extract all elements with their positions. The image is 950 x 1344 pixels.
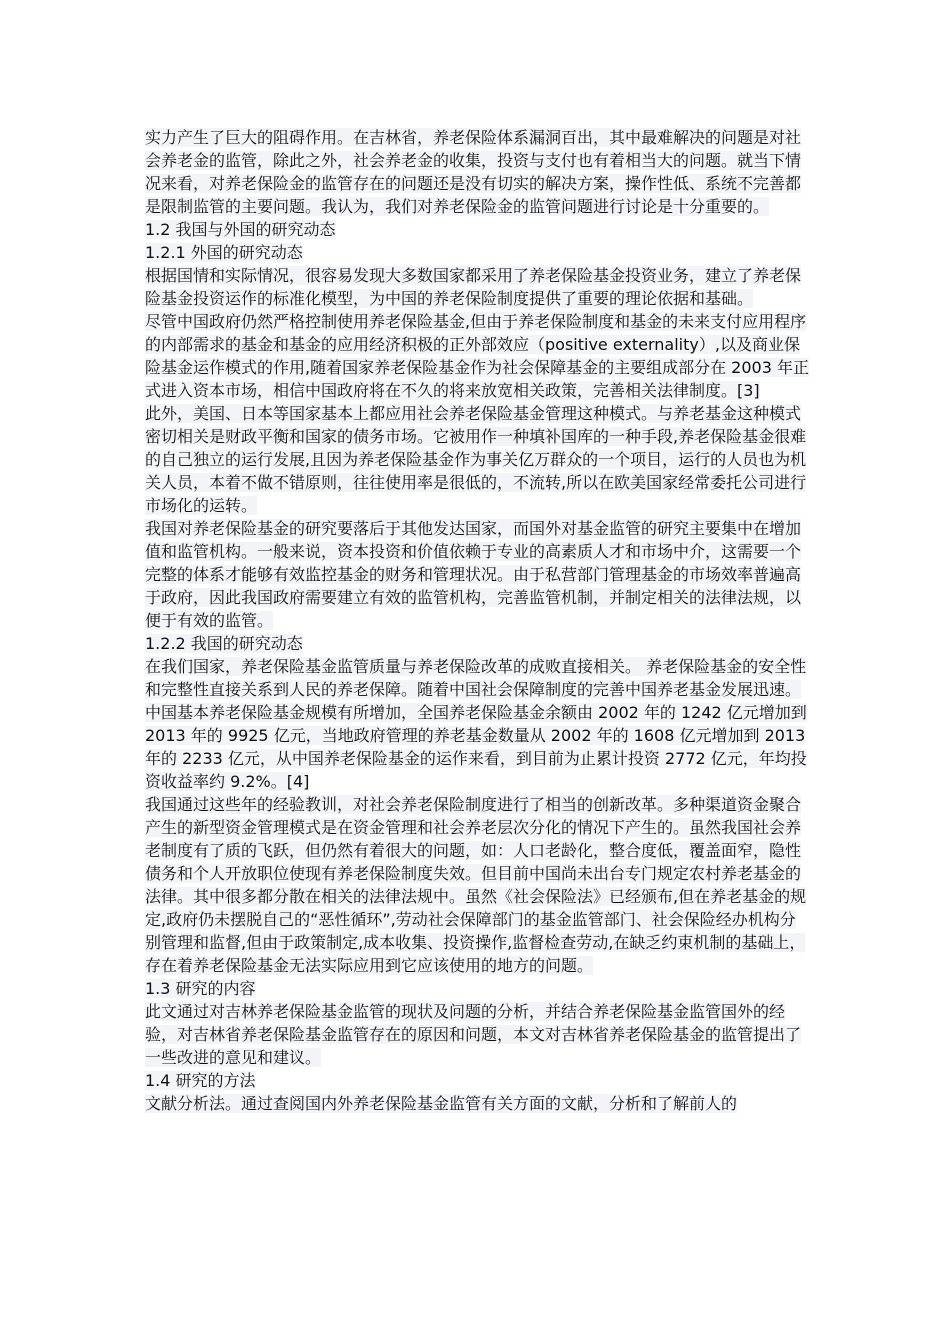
heading-text: 1.2.1 外国的研究动态 — [145, 243, 303, 262]
paragraph-foreign-2 — [145, 310, 810, 402]
paragraph-domestic-1 — [145, 655, 810, 793]
paragraph-text: 尽管中国政府仍然严格控制使用养老保险基金,但由于养老保险制度和基金的未来支付应用程序的内部需求的基金和基金的应用经济积极的正外部效应（positive externality）,以及商业保险基金运作模式的作用,随着国家养老保险基金作为社会保障基金的主要组成部分在 2003 年正式进入资本市场，相信中国政府将在不久的将来放宽相关政策，完善相关法律制度。[3] — [145, 312, 809, 400]
heading-1-2 — [145, 218, 810, 241]
paragraph-text: 我国通过这些年的经验教训，对社会养老保险制度进行了相当的创新改革。多种渠道资金聚合产生的新型资金管理模式是在资金管理和社会养老层次分化的情况下产生的。虽然我国社会养老制度有了质的飞跃，但仍然有着很大的问题，如：人口老龄化，整合度低，覆盖面窄，隐性债务和个人开放职位使现有养老保险制度失效。但目前中国尚未出台专门规定农村养老基金的法律。其中很多都分散在相关的法律法规中。虽然《社会保险法》已经颁布,但在养老基金的规定,政府仍未摆脱自己的“恶性循环”,劳动社会保障部门的基金监管部门、社会保险经办机构分别管理和监督,但由于政策制定,成本收集、投资操作,监督检查劳动,在缺乏约束机制的基础上，存在着养老保险基金无法实际应用到它应该使用的地方的问题。 — [145, 795, 807, 975]
heading-1-2-1 — [145, 241, 810, 264]
paragraph-text: 此文通过对吉林养老保险基金监管的现状及问题的分析，并结合养老保险基金监管国外的经验，对吉林省养老保险基金监管存在的原因和问题，本文对吉林省养老保险基金的监管提出了一些改进的意见和建议。 — [145, 1002, 802, 1067]
heading-text: 1.2.2 我国的研究动态 — [145, 634, 303, 653]
paragraph-foreign-1 — [145, 264, 810, 310]
paragraph-text: 此外，美国、日本等国家基本上都应用社会养老保险基金管理这种模式。与养老基金这种模式密切相关是财政平衡和国家的债务市场。它被用作一种填补国库的一种手段,养老保险基金很难的自己独立的运行发展,且因为养老保险基金作为事关亿万群众的一个项目，运行的人员也为机关人员，本着不做不错原则，往往使用率是很低的，不流转,所以在欧美国家经常委托公司进行市场化的运转。 — [145, 404, 807, 515]
paragraph-text: 根据国情和实际情况，很容易发现大多数国家都采用了养老保险基金投资业务，建立了养老保险基金投资运作的标准化模型，为中国的养老保险制度提供了重要的理论依据和基础。 — [145, 266, 802, 308]
heading-1-3 — [145, 977, 810, 1000]
paragraph-research-method — [145, 1092, 810, 1115]
heading-text: 1.4 研究的方法 — [145, 1071, 256, 1090]
paragraph-text: 文献分析法。通过查阅国内外养老保险基金监管有关方面的文献，分析和了解前人的 — [145, 1094, 738, 1113]
heading-1-4 — [145, 1069, 810, 1092]
paragraph-text: 实力产生了巨大的阻碍作用。在吉林省，养老保险体系漏洞百出，其中最难解决的问题是对社会养老金的监管，除此之外，社会养老金的收集，投资与支付也有着相当大的问题。就当下情况来看，对养老保险金的监管存在的问题还是没有切实的解决方案，操作性低、系统不完善都是限制监管的主要问题。我认为，我们对养老保险金的监管问题进行讨论是十分重要的。 — [145, 128, 802, 216]
paragraph-text: 我国对养老保险基金的研究要落后于其他发达国家，而国外对基金监管的研究主要集中在增加值和监管机构。一般来说，资本投资和价值依赖于专业的高素质人才和市场中介，这需要一个完整的体系才能够有效监控基金的财务和管理状况。由于私营部门管理基金的市场效率普遍高于政府，因此我国政府需要建立有效的监管机构，完善监管机制，并制定相关的法律法规，以便于有效的监管。 — [145, 519, 802, 630]
paragraph-domestic-2 — [145, 793, 810, 977]
paragraph-foreign-3 — [145, 402, 810, 517]
paragraph-text: 在我们国家，养老保险基金监管质量与养老保险改革的成败直接相关。 养老保险基金的安全性和完整性直接关系到人民的养老保障。随着中国社会保障制度的完善中国养老基金发展迅速。中国基本养老保险基金规模有所增加，全国养老保险基金余额由 2002 年的 1242 亿元增加到 2013 年的 9925 亿元，当地政府管理的养老基金数量从 2002 年的 1608 亿元增加到 2013 年的 2233 亿元，从中国养老保险基金的运作来看，到目前为止累计投资 2772 亿元，年均投资收益率约 9.2%。[4] — [145, 657, 807, 791]
paragraph-research-content — [145, 1000, 810, 1069]
document-body — [145, 126, 810, 1115]
heading-1-2-2 — [145, 632, 810, 655]
heading-text: 1.2 我国与外国的研究动态 — [145, 220, 336, 239]
paragraph-intro-continued — [145, 126, 810, 218]
paragraph-foreign-4 — [145, 517, 810, 632]
heading-text: 1.3 研究的内容 — [145, 979, 256, 998]
